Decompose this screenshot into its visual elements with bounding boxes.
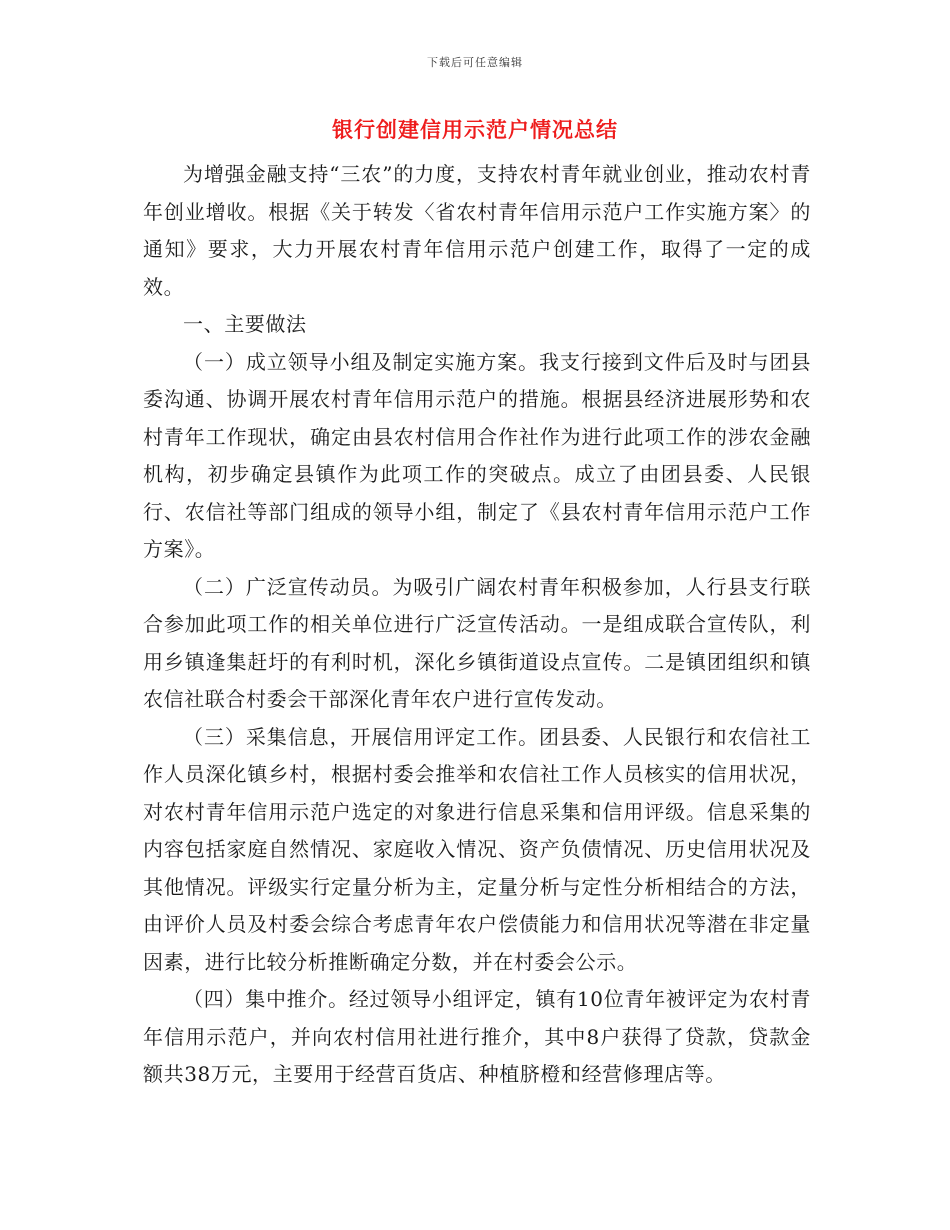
paragraph-leadership-group: （一）成立领导小组及制定实施方案。我支行接到文件后及时与团县委沟通、协调开展农村青年信用示范户的措施。根据县经济进展形势和农村青年工作现状，确定由县农村信用合作社作为进行此项工作的涉农金融机构，初步确定县镇作为此项工作的突破点。成立了由团县委、人民银行、农信社等部门组成的领导小组，制定了《县农村青年信用示范户工作方案》。 (143, 349, 811, 561)
paragraph-publicity: （二）广泛宣传动员。为吸引广阔农村青年积极参加，人行县支行联合参加此项工作的相关单位进行广泛宣传活动。一是组成联合宣传队，利用乡镇逢集赶圩的有利时机，深化乡镇街道设点宣传。二是镇团组织和镇农信社联合村委会干部深化青年农户进行宣传发动。 (143, 574, 811, 711)
paragraph-recommendation: （四）集中推介。经过领导小组评定，镇有10位青年被评定为农村青年信用示范户，并向农村信用社进行推介，其中8户获得了贷款，贷款金额共38万元，主要用于经营百货店、种植脐橙和经营修理店等。 (143, 987, 811, 1086)
paragraph-intro: 为增强金融支持“三农”的力度，支持农村青年就业创业，推动农村青年创业增收。根据《关于转发〈省农村青年信用示范户工作实施方案〉的通知》要求，大力开展农村青年信用示范户创建工作，取得了一定的成效。 (143, 162, 811, 299)
document-title: 银行创建信用示范户情况总结 (332, 117, 618, 142)
section-heading-main-practices: 一、主要做法 (183, 312, 307, 336)
document-body (143, 156, 811, 1094)
paragraph-credit-rating: （三）采集信息，开展信用评定工作。团县委、人民银行和农信社工作人员深化镇乡村，根据村委会推举和农信社工作人员核实的信用状况，对农村青年信用示范户选定的对象进行信息采集和信用评级。信息采集的内容包括家庭自然情况、家庭收入情况、资产负债情况、历史信用状况及其他情况。评级实行定量分析为主，定量分析与定性分析相结合的方法，由评价人员及村委会综合考虑青年农户偿债能力和信用状况等潜在非定量因素，进行比较分析推断确定分数，并在村委会公示。 (143, 724, 811, 974)
header-note: 下载后可任意编辑 (427, 56, 523, 69)
